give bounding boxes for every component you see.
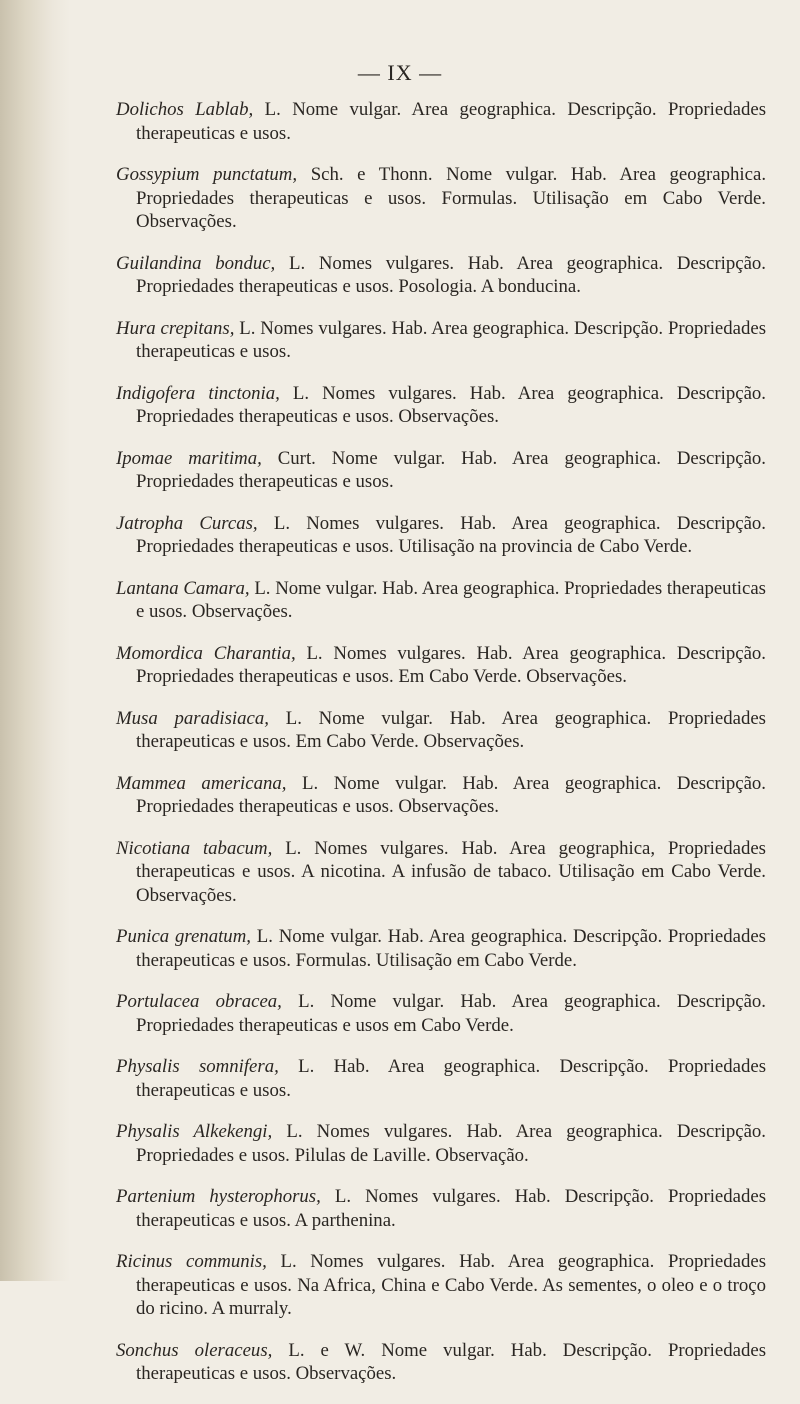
species-name: Dolichos Lablab,	[116, 99, 254, 120]
entry-text: L. Nomes vulgares. Hab. Area geographica. Propriedades therapeuticas e usos. Na Africa, China e Cabo Verde. As sementes, o oleo e o troço do ricino. A murraly.	[136, 1251, 767, 1319]
species-name: Sonchus oleraceus,	[116, 1339, 273, 1361]
entry-text: L. Nomes vulgares. Hab. Area geographica. Descripção. Propriedades therapeuticas e usos. Observações.	[136, 382, 767, 427]
entry	[116, 98, 766, 145]
entry-text: L. Nomes vulgares. Hab. Area geographica, Propriedades therapeuticas e usos. A nicotina. A infusão de tabaco. Utilisação em Cabo Verde. Observações.	[136, 837, 766, 906]
entry	[116, 252, 766, 299]
page-number: — IX —	[357, 60, 443, 85]
entry	[116, 772, 766, 819]
species-name: Jatropha Curcas,	[116, 512, 258, 534]
entry	[116, 1185, 766, 1232]
species-name: Momordica Charantia,	[116, 642, 296, 664]
entry	[116, 317, 766, 364]
entry	[116, 990, 766, 1037]
entry-text: Sch. e Thonn. Nome vulgar. Hab. Area geographica. Propriedades therapeuticas e usos. Formulas. Utilisação em Cabo Verde. Observações.	[136, 164, 767, 232]
species-name: Ricinus communis,	[116, 1251, 267, 1272]
entry-text: L. Nome vulgar. Hab. Area geographica. Propriedades therapeuticas e usos. Em Cabo Verde. Observações.	[136, 707, 766, 752]
page-binding-edge	[0, 0, 70, 1281]
species-name: Guilandina bonduc,	[116, 252, 276, 274]
entry-text: L. Nomes vulgares. Hab. Area geographica. Descripção. Propriedades therapeuticas e usos. Utilisação na provincia de Cabo Verde.	[136, 512, 766, 557]
entry-text: L. Nome vulgar. Hab. Area geographica. Descripção. Propriedades therapeuticas e usos em Cabo Verde.	[136, 991, 767, 1036]
entry	[116, 447, 766, 494]
species-name: Partenium hysterophorus,	[116, 1186, 321, 1207]
entry	[116, 1250, 766, 1321]
entry-list	[116, 98, 766, 1404]
entry	[116, 577, 766, 624]
entry-text: Curt. Nome vulgar. Hab. Area geographica. Descripção. Propriedades therapeuticas e usos.	[136, 447, 766, 492]
species-name: Nicotiana tabacum,	[116, 837, 273, 859]
entry	[116, 1120, 766, 1167]
entry	[116, 925, 766, 972]
entry-text: L. Nomes vulgares. Hab. Area geographica. Descripção. Propriedades therapeuticas e usos. Em Cabo Verde. Observações.	[136, 642, 766, 687]
entry-text: L. Nome vulgar. Hab. Area geographica. Descripção. Propriedades therapeuticas e usos. Formulas. Utilisação em Cabo Verde.	[136, 926, 766, 971]
species-name: Gossypium punctatum,	[116, 164, 298, 185]
entry	[116, 1055, 766, 1102]
entry-text: L. Nomes vulgares. Hab. Descripção. Propriedades therapeuticas e usos. A parthenina.	[136, 1186, 767, 1231]
entry	[116, 707, 766, 754]
species-name: Physalis Alkekengi,	[116, 1121, 273, 1142]
entry	[116, 163, 766, 234]
species-name: Hura crepitans,	[116, 317, 235, 339]
species-name: Physalis somnifera,	[116, 1056, 279, 1077]
entry-text: L. Nome vulgar. Hab. Area geographica. Descripção. Propriedades therapeuticas e usos. Observações.	[136, 772, 766, 817]
species-name: Mammea americana,	[116, 772, 287, 794]
entry	[116, 1339, 766, 1386]
entry-text: L. Nomes vulgares. Hab. Area geographica. Descripção. Propriedades therapeuticas e usos. Posologia. A bonducina.	[136, 252, 767, 297]
entry-text: L. Hab. Area geographica. Descripção. Propriedades therapeuticas e usos.	[136, 1056, 767, 1101]
species-name: Lantana Camara,	[116, 577, 250, 599]
entry-text: L. Nomes vulgares. Hab. Area geographica. Descripção. Propriedades therapeuticas e usos.	[136, 317, 767, 362]
entry-text: L. Nome vulgar. Area geographica. Descripção. Propriedades therapeuticas e usos.	[136, 99, 767, 144]
entry	[116, 837, 766, 908]
entry-text: L. Nome vulgar. Hab. Area geographica. Propriedades therapeuticas e usos. Observações.	[136, 577, 766, 622]
species-name: Punica grenatum,	[116, 926, 251, 947]
entry	[116, 512, 766, 559]
entry	[116, 642, 766, 689]
species-name: Indigofera tinctonia,	[116, 382, 280, 404]
species-name: Ipomae maritima,	[116, 447, 262, 469]
entry-text: L. e W. Nome vulgar. Hab. Descripção. Propriedades therapeuticas e usos. Observações.	[136, 1339, 766, 1384]
species-name: Musa paradisiaca,	[116, 707, 269, 729]
species-name: Portulacea obracea,	[116, 991, 282, 1012]
entry-text: L. Nomes vulgares. Hab. Area geographica. Descripção. Propriedades e usos. Pilulas de Laville. Observação.	[136, 1121, 766, 1166]
entry	[116, 382, 766, 429]
